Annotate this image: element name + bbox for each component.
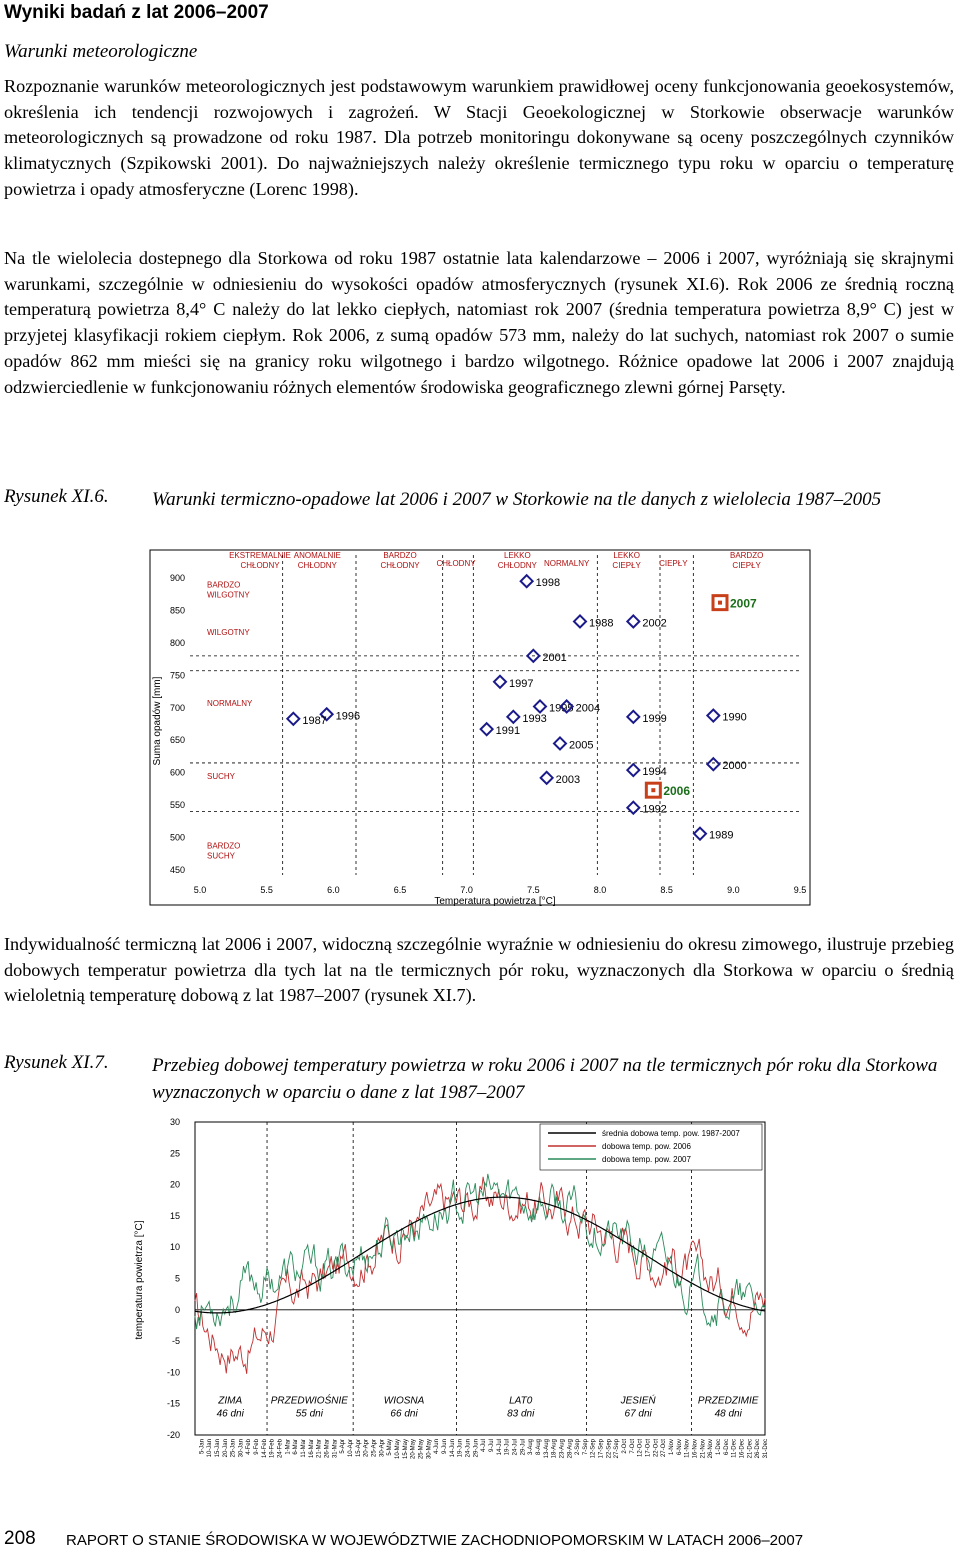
x-tick-label: 29-Jul — [520, 1439, 527, 1456]
y-tick-label: -15 — [166, 1398, 180, 1409]
y-tick-label: 10 — [169, 1242, 180, 1253]
data-point-label: 1987 — [302, 714, 327, 727]
highlight-label: 2007 — [730, 596, 757, 611]
x-tick-label: 22-Oct — [653, 1439, 660, 1458]
data-point-marker — [627, 615, 639, 627]
x-tick-label: 14-Jun — [449, 1439, 456, 1458]
x-tick-label: 15-Apr — [355, 1439, 362, 1458]
x-tick-label: 6.5 — [393, 885, 407, 895]
x-tick-label: 17-Sep — [598, 1439, 605, 1459]
x-tick-label: 1-Mar — [285, 1439, 292, 1455]
x-tick-label: 19-Feb — [269, 1439, 276, 1459]
y-tick-label: -10 — [166, 1367, 180, 1378]
season-days: 83 dni — [507, 1408, 535, 1420]
precipitation-class-label: BARDZO WILGOTNY — [207, 580, 250, 600]
x-tick-label: 1-Nov — [669, 1439, 676, 1456]
x-tick-label: 19-Jul — [504, 1439, 511, 1456]
x-tick-label: 12-Oct — [637, 1439, 644, 1458]
x-tick-label: 18-Aug — [551, 1439, 558, 1459]
x-ticks — [199, 1438, 769, 1459]
section-subheading: Warunki meteorologiczne — [4, 41, 198, 62]
temperature-class-label: CHŁODNY — [436, 559, 476, 568]
x-tick-label: 20-Jan — [222, 1439, 229, 1458]
x-tick-label: 15-May — [402, 1439, 409, 1460]
x-tick-label: 20-Apr — [363, 1439, 370, 1458]
footer-title: RAPORT O STANIE ŚRODOWISKA W WOJEWÓDZTWIE ZACHODNIOPOMORSKIM W LATACH 2006–2007 — [66, 1532, 804, 1549]
x-tick-label: 9-Feb — [254, 1439, 261, 1455]
y-tick-label: -5 — [171, 1336, 180, 1347]
line-chart — [130, 1110, 775, 1515]
x-tick-label: 5-May — [387, 1439, 394, 1456]
page-number: 208 — [4, 1528, 36, 1549]
x-tick-label: 19-Jun — [457, 1439, 464, 1458]
data-point-marker — [707, 710, 719, 722]
legend — [540, 1124, 762, 1170]
data-point-marker — [481, 723, 493, 735]
y-tick-label: 25 — [169, 1148, 180, 1159]
season-days: 66 dni — [390, 1408, 418, 1420]
chart-frame — [150, 550, 810, 905]
temperature-class-label: LEKKO CHŁODNY — [497, 551, 537, 570]
data-points — [287, 575, 757, 841]
page-heading: Wyniki badań z lat 2006–2007 — [4, 2, 269, 23]
y-tick-label: 0 — [174, 1304, 180, 1315]
x-tick-label: 14-Feb — [261, 1439, 268, 1459]
y-axis-label: temperatura powietrza [°C] — [134, 1220, 145, 1340]
season-name: PRZEDWIOŚNIE — [270, 1395, 348, 1407]
series-2006-line — [195, 1177, 765, 1374]
x-tick-label: 3-Aug — [528, 1439, 535, 1456]
data-point-label: 1992 — [642, 803, 667, 816]
x-tick-label: 25-Apr — [371, 1439, 378, 1458]
y-ticks — [167, 1117, 180, 1440]
data-point-label: 2003 — [555, 773, 581, 786]
y-tick-label: 15 — [169, 1210, 180, 1221]
legend-label: średnia dobowa temp. pow. 1987-2007 — [602, 1129, 740, 1138]
temperature-class-label: EKSTREMALNIE CHŁODNY — [229, 551, 291, 570]
x-tick-label: 30-May — [426, 1439, 433, 1460]
y-tick-label: 20 — [169, 1179, 180, 1190]
data-point-label: 1988 — [589, 617, 614, 630]
x-tick-label: 6-Nov — [676, 1439, 683, 1456]
y-tick-label: 800 — [169, 637, 185, 648]
x-tick-label: 30-Jan — [238, 1439, 245, 1458]
temperature-class-label: BARDZO CHŁODNY — [380, 551, 420, 570]
data-point-marker — [541, 772, 553, 784]
season-days: 46 dni — [216, 1408, 244, 1420]
x-tick-label: 20-May — [410, 1439, 417, 1460]
x-tick-label: 9.5 — [793, 885, 807, 895]
x-tick-label: 15-Jan — [214, 1439, 221, 1458]
x-tick-label: 2-Sep — [575, 1439, 582, 1456]
data-point-label: 1997 — [509, 677, 534, 690]
x-tick-label: 7.0 — [460, 885, 473, 895]
x-tick-label: 30-Apr — [379, 1439, 386, 1458]
season-name: LAT0 — [509, 1395, 533, 1407]
temperature-class-label: BARDZO CIEPŁY — [729, 551, 764, 570]
y-tick-label: 700 — [169, 702, 185, 713]
x-tick-label: 9-Jul — [488, 1439, 495, 1453]
data-point-marker — [554, 737, 566, 749]
x-tick-label: 6-Dec — [723, 1439, 730, 1456]
x-tick-label: 2-Oct — [622, 1439, 629, 1454]
data-point-label: 1999 — [642, 712, 667, 725]
x-tick-label: 24-Jun — [465, 1439, 472, 1458]
x-tick-label: 4-Jun — [434, 1439, 441, 1455]
figure-1-number: Rysunek XI.6. — [4, 486, 109, 507]
x-tick-label: 5-Jan — [199, 1439, 206, 1455]
temperature-class-label: LEKKO CIEPŁY — [612, 551, 641, 570]
x-tick-label: 21-Nov — [700, 1439, 707, 1459]
season-days: 48 dni — [714, 1408, 742, 1420]
y-tick-label: 5 — [174, 1273, 180, 1284]
x-tick-label: 16-Mar — [308, 1439, 315, 1459]
data-point-marker — [707, 758, 719, 770]
precipitation-class-label: NORMALNY — [207, 698, 253, 708]
y-axis-label: Suma opadów [mm] — [152, 676, 163, 766]
data-point-label: 1993 — [522, 712, 547, 725]
y-tick-label: 750 — [169, 670, 185, 681]
data-point-label: 2000 — [722, 760, 747, 773]
figure-2-number: Rysunek XI.7. — [4, 1052, 109, 1073]
precipitation-class-label: BARDZO SUCHY — [207, 841, 241, 861]
series-mean-line — [195, 1197, 765, 1313]
series-lines — [195, 1174, 765, 1374]
y-ticks — [170, 573, 185, 875]
x-tick-label: 27-Oct — [661, 1439, 668, 1458]
x-tick-label: 11-Dec — [731, 1439, 738, 1458]
data-point-label: 1991 — [495, 725, 521, 738]
y-tick-label: 850 — [169, 605, 185, 616]
paragraph-1: Rozpoznanie warunków meteorologicznych jest podstawowym warunkiem prawidłowej oceny funkcjonowania geoekosystemów, określenia ich tendencji rozwojowych i zagrożeń. W Stacji Geoekologicznej w Storkowie obserwacje warunków meteorologicznych są prowadzone od roku 1987. Dla potrzeb monitoringu dokonywane są oceny poszczególnych czynników klimatycznych (Szpikowski 2001). Do najważniejszych należy określenie termicznego typu roku w oparciu o temperaturę powietrza i opady atmosferyczne (Lorenc 1998). — [4, 76, 954, 199]
data-point-label: 2002 — [642, 617, 667, 630]
x-tick-label: 31-Mar — [332, 1439, 339, 1459]
data-point-marker — [521, 575, 533, 587]
data-point-label: 1989 — [709, 829, 734, 842]
data-point-label: 2005 — [569, 739, 594, 752]
x-tick-label: 21-Mar — [316, 1439, 323, 1459]
data-point-marker — [627, 711, 639, 723]
x-tick-label: 11-Nov — [684, 1439, 691, 1458]
season-days: 67 dni — [624, 1408, 652, 1420]
data-point-label: 1995 — [549, 702, 574, 715]
highlight-marker-core — [651, 788, 655, 792]
y-tick-label: 500 — [169, 832, 185, 843]
x-tick-label: 10-Apr — [348, 1439, 355, 1458]
x-tick-label: 23-Aug — [559, 1439, 566, 1459]
y-tick-label: 600 — [169, 767, 185, 778]
data-point-marker — [507, 711, 519, 723]
x-tick-label: 14-Jul — [496, 1439, 503, 1456]
season-name: JESIEŃ — [620, 1395, 656, 1407]
x-tick-label: 28-Aug — [567, 1439, 574, 1459]
data-point-label: 2004 — [575, 702, 601, 715]
x-tick-label: 7-Oct — [629, 1439, 636, 1454]
scatter-chart — [145, 545, 815, 910]
x-ticks — [194, 885, 807, 895]
y-tick-label: 450 — [169, 865, 185, 875]
data-point-marker — [534, 700, 546, 712]
data-point-marker — [574, 615, 586, 627]
x-tick-label: 8-Aug — [535, 1439, 542, 1456]
x-tick-label: 16-Nov — [692, 1439, 699, 1459]
season-days: 55 dni — [295, 1408, 323, 1420]
x-tick-label: 31-Dec — [763, 1439, 769, 1459]
y-tick-label: 650 — [169, 735, 185, 746]
x-tick-label: 13-Aug — [543, 1439, 550, 1459]
series-2007-line — [195, 1174, 765, 1329]
data-point-marker — [287, 713, 299, 725]
x-tick-label: 6.0 — [327, 885, 340, 895]
paragraph-3: Indywidualność termiczną lat 2006 i 2007, widoczną szczególnie wyraźnie w odniesieniu do okresu zimowego, ilustruje przebieg dobowych temperatur powietrza dla tych lat na tle termicznych pór roku, wyznaczonych dla Storkowa w oparciu o średnią wieloletnią temperaturę dobową z lat 1987–2007 (rysunek XI.7). — [4, 934, 954, 1006]
y-tick-label: 30 — [169, 1117, 180, 1127]
x-tick-label: 26-Nov — [708, 1439, 715, 1459]
highlight-label: 2006 — [663, 784, 691, 799]
x-tick-label: 7.5 — [527, 885, 540, 895]
x-tick-label: 27-Sep — [614, 1439, 621, 1459]
x-tick-label: 1-Dec — [716, 1439, 723, 1456]
x-tick-label: 9-Jun — [441, 1439, 448, 1455]
x-tick-label: 25-May — [418, 1439, 425, 1460]
season-name: PRZEDZIMIE — [697, 1395, 759, 1407]
x-tick-label: 25-Jan — [230, 1439, 237, 1458]
paragraph-2: Na tle wielolecia dostepnego dla Storkowa od roku 1987 ostatnie lata kalendarzowe – 2006 i 2007, wyróżniają się skrajnymi warunkami, szczególnie w odniesieniu do wysokości opadów atmosferycznych (rysunek XI.6). Rok 2006 ze średnią roczną temperaturą powietrza 8,4° C należy do lat lekko ciepłych, natomiast rok 2007 (średnia temperatura powietrza 8,9° C) jest w przyjetej klasyfikacji rokiem ciepłym. Rok 2006, z sumą opadów 573 mm, należy do lat suchych, natomiast rok 2007 o sumie opadów 862 mm mieści się na granicy roku wilgotnego i bardzo wilgotnego. Różnice opadowe lat 2006 i 2007 znajdują odzwierciedlenie w funkcjonowaniu różnych elementów środowiska geograficznego zlewni górnej Parsęty. — [4, 248, 954, 397]
x-tick-label: 7-Sep — [582, 1439, 589, 1456]
x-axis-label: Temperatura powietrza [°C] — [434, 896, 556, 907]
x-tick-label: 5-Apr — [340, 1439, 347, 1454]
class-labels — [207, 551, 763, 861]
temperature-class-label: CIEPŁY — [659, 559, 688, 568]
data-point-label: 1994 — [642, 766, 667, 779]
precipitation-class-label: SUCHY — [207, 772, 236, 782]
x-tick-label: 5.0 — [193, 885, 207, 895]
x-tick-label: 22-Sep — [606, 1439, 613, 1459]
x-tick-label: 29-Jun — [473, 1439, 480, 1458]
data-point-marker — [694, 828, 706, 840]
data-point-label: 1990 — [722, 711, 747, 724]
x-tick-label: 24-Feb — [277, 1439, 284, 1459]
x-tick-label: 17-Oct — [645, 1439, 652, 1458]
precipitation-class-label: WILGOTNY — [207, 628, 250, 638]
x-tick-label: 9.0 — [727, 885, 740, 895]
y-tick-label: -20 — [166, 1430, 180, 1440]
data-point-label: 1998 — [535, 577, 561, 590]
x-tick-label: 24-Jul — [512, 1439, 519, 1456]
x-tick-label: 26-Dec — [755, 1439, 762, 1459]
x-tick-label: 8.0 — [593, 885, 607, 895]
x-tick-label: 5.5 — [260, 885, 273, 895]
temperature-class-label: ANOMALNIE CHŁODNY — [293, 551, 341, 570]
y-tick-label: 900 — [169, 572, 185, 583]
x-tick-label: 6-Mar — [293, 1439, 300, 1455]
x-tick-label: 4-Feb — [246, 1439, 253, 1455]
y-tick-label: 550 — [169, 800, 185, 811]
data-point-marker — [494, 676, 506, 688]
x-tick-label: 26-Mar — [324, 1439, 331, 1459]
x-tick-label: 4-Jul — [481, 1439, 488, 1453]
figure-2-caption: Przebieg dobowej temperatury powietrza w roku 2006 i 2007 na tle termicznych pór roku dla Storkowa wyznaczonych w oparciu o dane z lat 1987–2007 — [152, 1055, 938, 1103]
x-tick-label: 11-Mar — [301, 1439, 308, 1458]
x-tick-label: 21-Dec — [747, 1439, 754, 1459]
temperature-class-label: NORMALNY — [543, 559, 590, 568]
x-tick-label: 16-Dec — [739, 1439, 746, 1459]
x-tick-label: 8.5 — [660, 885, 673, 895]
highlight-marker-core — [718, 601, 722, 605]
data-point-label: 1996 — [335, 710, 361, 723]
figure-1-caption: Warunki termiczno-opadowe lat 2006 i 2007 w Storkowie na tle danych z wielolecia 1987–2005 — [152, 489, 882, 510]
x-tick-label: 10-Jan — [207, 1439, 214, 1458]
legend-label: dobowa temp. pow. 2006 — [602, 1142, 691, 1151]
season-name: ZIMA — [218, 1395, 243, 1407]
data-point-marker — [627, 764, 639, 776]
x-tick-label: 12-Sep — [590, 1439, 597, 1459]
x-tick-label: 10-May — [395, 1439, 402, 1460]
season-name: WIOSNA — [383, 1395, 425, 1407]
legend-label: dobowa temp. pow. 2007 — [602, 1155, 691, 1164]
data-point-label: 2001 — [542, 651, 567, 664]
